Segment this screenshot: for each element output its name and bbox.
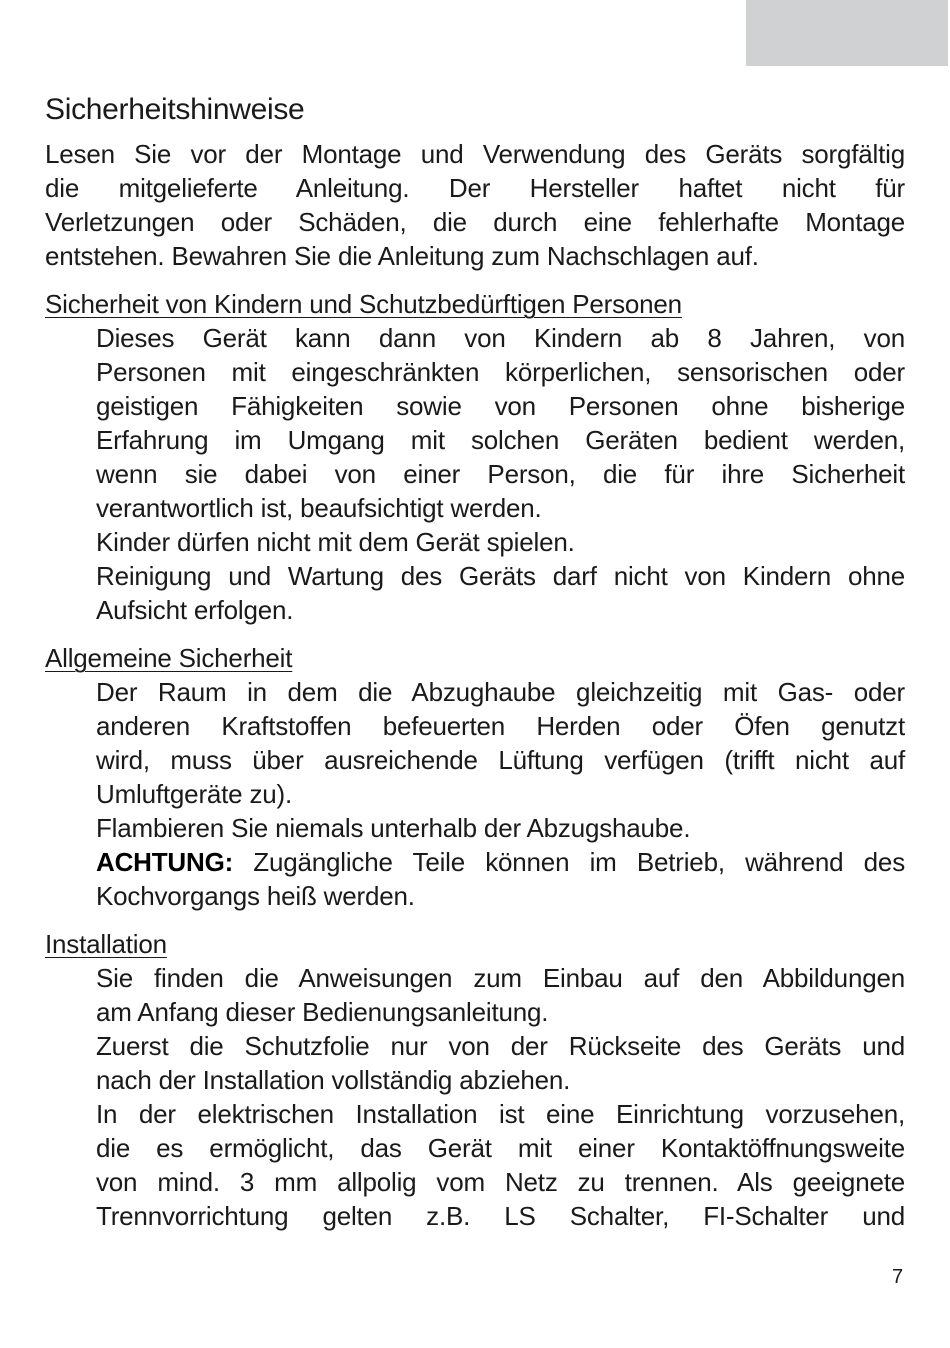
text-line: Dieses Gerät kann dann von Kindern ab 8 Jahren, von <box>96 323 905 353</box>
text-line: wird, muss über ausreichende Lüftung verfügen (trifft nicht auf <box>96 745 905 775</box>
text-line: Kochvorgangs heiß werden. <box>96 881 415 911</box>
warning-line <box>96 845 905 879</box>
section-body-child-safety <box>96 321 905 627</box>
text-line: nach der Installation vollständig abziehen. <box>96 1065 571 1095</box>
text-line: entstehen. Bewahren Sie die Anleitung zum Nachschlagen auf. <box>45 241 759 271</box>
section-body-general-safety <box>96 675 905 913</box>
text-line: Der Raum in dem die Abzughaube gleichzeitig mit Gas- oder <box>96 677 905 707</box>
text-line: von mind. 3 mm allpolig vom Netz zu trennen. Als geeignete <box>96 1167 905 1197</box>
text-line: Sie finden die Anweisungen zum Einbau auf den Abbildungen <box>96 963 905 993</box>
section-body-installation <box>96 961 905 1233</box>
text-line: die es ermöglicht, das Gerät mit einer Kontaktöffnungsweite <box>96 1133 905 1163</box>
text-line: geistigen Fähigkeiten sowie von Personen ohne bisherige <box>96 391 905 421</box>
text-line: In der elektrischen Installation ist eine Einrichtung vorzusehen, <box>96 1099 905 1129</box>
text-line: Kinder dürfen nicht mit dem Gerät spielen. <box>96 527 575 557</box>
page-title: Sicherheitshinweise <box>45 93 305 126</box>
text-line: Zuerst die Schutzfolie nur von der Rückseite des Geräts und <box>96 1031 905 1061</box>
page-number: 7 <box>892 1266 904 1288</box>
text-line: Flambieren Sie niemals unterhalb der Abzugshaube. <box>96 813 691 843</box>
section-heading-child-safety: Sicherheit von Kindern und Schutzbedürftigen Personen <box>45 289 682 319</box>
chapter-tab-marker <box>746 0 948 66</box>
text-line: Verletzungen oder Schäden, die durch eine fehlerhafte Montage <box>45 207 905 237</box>
text-line: verantwortlich ist, beaufsichtigt werden. <box>96 493 542 523</box>
text-line: Trennvorrichtung gelten z.B. LS Schalter, FI-Schalter und <box>96 1201 905 1231</box>
text-line: Lesen Sie vor der Montage und Verwendung des Geräts sorgfältig <box>45 139 905 169</box>
warning-label: ACHTUNG: <box>96 847 234 877</box>
text-line: die mitgelieferte Anleitung. Der Hersteller haftet nicht für <box>45 173 905 203</box>
text-line: Umluftgeräte zu). <box>96 779 293 809</box>
text-line: Erfahrung im Umgang mit solchen Geräten bedient werden, <box>96 425 905 455</box>
text-line: Personen mit eingeschränkten körperlichen, sensorischen oder <box>96 357 905 387</box>
text-line: anderen Kraftstoffen befeuerten Herden oder Öfen genutzt <box>96 711 905 741</box>
section-heading-installation: Installation <box>45 929 167 959</box>
section-heading-general-safety: Allgemeine Sicherheit <box>45 643 293 673</box>
text-line: wenn sie dabei von einer Person, die für ihre Sicherheit <box>96 459 905 489</box>
text-line: Reinigung und Wartung des Geräts darf nicht von Kindern ohne <box>96 561 905 591</box>
warning-text: Zugängliche Teile können im Betrieb, während des <box>233 847 905 877</box>
text-line: am Anfang dieser Bedienungsanleitung. <box>96 997 549 1027</box>
text-line: Aufsicht erfolgen. <box>96 595 294 625</box>
document-content <box>45 90 905 1233</box>
intro-paragraph <box>45 137 905 273</box>
